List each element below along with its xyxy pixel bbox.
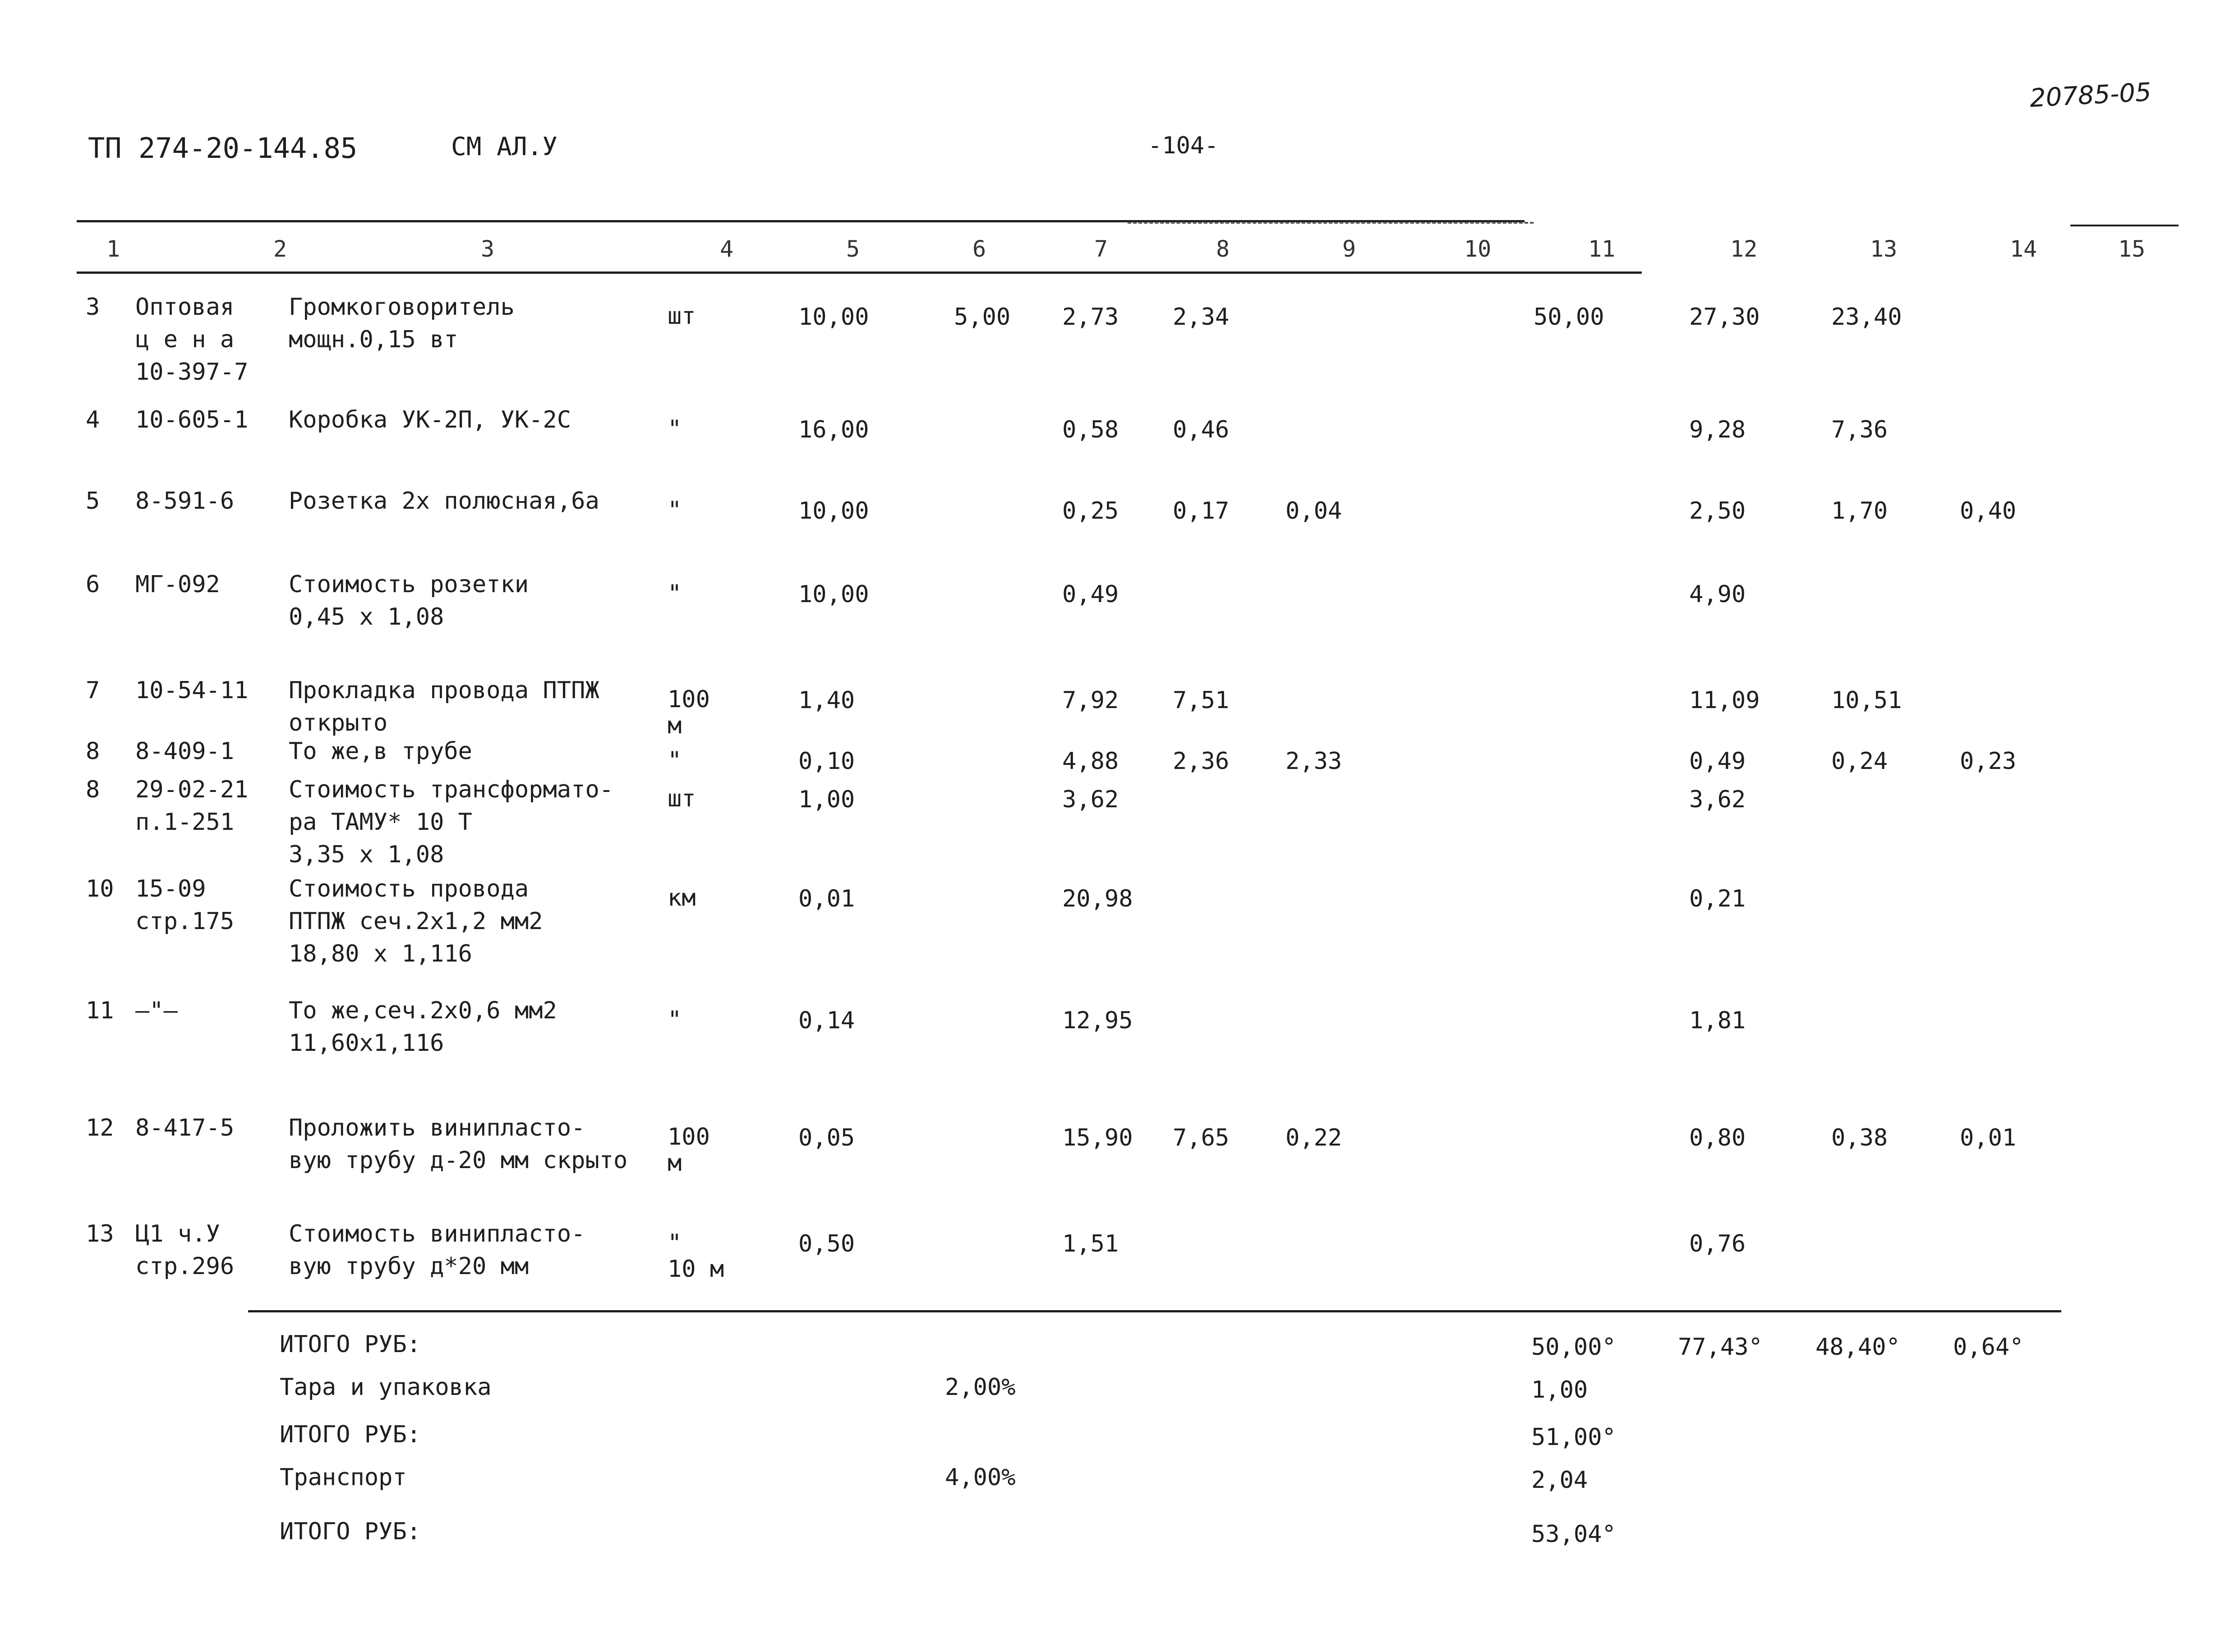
unit: шт xyxy=(668,303,696,330)
rate-code: 8-591-6 xyxy=(135,488,235,515)
cell-c12: 0,80 xyxy=(1689,1124,1746,1151)
total-c14: 0,64° xyxy=(1953,1334,2024,1361)
column-number: 15 xyxy=(2118,236,2146,262)
row-number: 8 xyxy=(86,738,100,765)
cell-c7: 0,49 xyxy=(1062,581,1119,608)
unit: 100 xyxy=(668,1123,710,1150)
item-name: То же,в трубе xyxy=(289,738,472,765)
total-label: ИТОГО РУБ: xyxy=(280,1331,421,1358)
total-label: ИТОГО РУБ: xyxy=(280,1421,421,1448)
cell-c12: 1,81 xyxy=(1689,1007,1746,1034)
cell-qty: 0,10 xyxy=(798,748,855,775)
rate-code: Ц1 ч.У xyxy=(135,1220,220,1247)
row-number: 10 xyxy=(86,875,114,902)
unit: " xyxy=(668,747,682,774)
cell-qty: 16,00 xyxy=(798,416,869,443)
item-name: ПТПЖ сеч.2х1,2 мм2 xyxy=(289,908,543,935)
column-number: 11 xyxy=(1588,236,1616,262)
unit: " xyxy=(668,580,682,607)
row-number: 11 xyxy=(86,997,114,1024)
rate-code: 10-605-1 xyxy=(135,406,249,433)
header-right-rule xyxy=(2070,225,2179,226)
rate-code: Оптовая xyxy=(135,294,235,321)
total-c11: 51,00° xyxy=(1531,1424,1616,1451)
cell-qty: 0,05 xyxy=(798,1124,855,1151)
item-name: Прокладка провода ПТПЖ xyxy=(289,677,599,704)
totals-rule xyxy=(248,1310,2061,1312)
item-name: вую трубу д*20 мм xyxy=(289,1253,529,1280)
cell-qty: 0,01 xyxy=(798,885,855,912)
cell-c8: 0,17 xyxy=(1173,497,1230,525)
cell-c14: 0,40 xyxy=(1960,497,2017,525)
cell-c8: 7,65 xyxy=(1173,1124,1230,1151)
cell-c12: 27,30 xyxy=(1689,304,1760,331)
rate-code: 8-409-1 xyxy=(135,738,235,765)
item-name: открыто xyxy=(289,709,388,736)
cell-c13: 23,40 xyxy=(1831,304,1902,331)
cell-c12: 0,21 xyxy=(1689,885,1746,912)
total-c13: 48,40° xyxy=(1815,1334,1900,1361)
column-number: 9 xyxy=(1342,236,1356,262)
cell-c9: 2,33 xyxy=(1285,748,1342,775)
cell-qty: 1,00 xyxy=(798,786,855,813)
rate-code: 29-02-21 xyxy=(135,776,249,803)
total-pct: 4,00% xyxy=(945,1464,1016,1491)
cell-c13: 7,36 xyxy=(1831,416,1888,443)
cell-c7: 4,88 xyxy=(1062,748,1119,775)
cell-c7: 1,51 xyxy=(1062,1230,1119,1257)
rate-code: 10-397-7 xyxy=(135,359,249,386)
row-number: 4 xyxy=(86,406,100,433)
cell-c12: 2,50 xyxy=(1689,497,1746,525)
cell-c12: 0,49 xyxy=(1689,748,1746,775)
unit: " xyxy=(668,415,682,442)
cell-c11: 50,00 xyxy=(1534,304,1604,331)
unit: м xyxy=(668,712,682,739)
header-bottom-rule xyxy=(77,271,1642,274)
item-name: 18,80 х 1,116 xyxy=(289,940,472,967)
archive-number: 20785-05 xyxy=(2029,77,2152,114)
unit: 100 xyxy=(668,686,710,713)
unit: " xyxy=(668,1229,682,1256)
cell-c14: 0,23 xyxy=(1960,748,2017,775)
row-number: 6 xyxy=(86,571,100,598)
cell-c14: 0,01 xyxy=(1960,1124,2017,1151)
cell-c7: 20,98 xyxy=(1062,885,1133,912)
cell-qty: 10,00 xyxy=(798,581,869,608)
rate-code: стр.175 xyxy=(135,908,235,935)
cell-c8: 2,36 xyxy=(1173,748,1230,775)
item-name: Проложить винипласто- xyxy=(289,1114,585,1141)
unit: " xyxy=(668,1006,682,1033)
item-name: Стоимость провода xyxy=(289,875,529,902)
row-number: 8 xyxy=(86,776,100,803)
cell-qty: 10,00 xyxy=(798,304,869,331)
column-number: 4 xyxy=(720,236,734,262)
total-c11: 53,04° xyxy=(1531,1521,1616,1548)
cell-c8: 0,46 xyxy=(1173,416,1230,443)
document-code: ТП 274-20-144.85 xyxy=(88,132,358,165)
cell-c9: 0,22 xyxy=(1285,1124,1342,1151)
cell-c8: 7,51 xyxy=(1173,687,1230,714)
page-number: -104- xyxy=(1148,132,1219,159)
item-name: вую трубу д-20 мм скрыто xyxy=(289,1147,628,1174)
cell-c7: 7,92 xyxy=(1062,687,1119,714)
total-label: Тара и упаковка xyxy=(280,1374,492,1401)
column-number: 3 xyxy=(481,236,495,262)
cell-c7: 2,73 xyxy=(1062,304,1119,331)
unit: км xyxy=(668,884,696,911)
row-number: 3 xyxy=(86,294,100,321)
cell-qty: 10,00 xyxy=(798,497,869,525)
total-c12: 77,43° xyxy=(1678,1334,1763,1361)
cell-c12: 4,90 xyxy=(1689,581,1746,608)
unit: 10 м xyxy=(668,1256,724,1283)
rate-code: МГ-092 xyxy=(135,571,220,598)
cell-c12: 11,09 xyxy=(1689,687,1760,714)
item-name: Стоимость винипласто- xyxy=(289,1220,585,1247)
cell-qty: 0,14 xyxy=(798,1007,855,1034)
cell-c12: 9,28 xyxy=(1689,416,1746,443)
cell-c7: 0,25 xyxy=(1062,497,1119,525)
item-name: 11,60х1,116 xyxy=(289,1030,444,1057)
column-number: 2 xyxy=(273,236,287,262)
column-number: 13 xyxy=(1870,236,1898,262)
column-number: 5 xyxy=(846,236,860,262)
rate-code: п.1-251 xyxy=(135,809,235,836)
total-label: Транспорт xyxy=(280,1464,407,1491)
column-number: 8 xyxy=(1216,236,1230,262)
cell-c13: 0,38 xyxy=(1831,1124,1888,1151)
header-dashed-rule xyxy=(1128,222,1534,224)
cell-c9: 0,04 xyxy=(1285,497,1342,525)
row-number: 5 xyxy=(86,488,100,515)
cell-c13: 1,70 xyxy=(1831,497,1888,525)
rate-code: —"— xyxy=(135,997,178,1024)
cell-c12: 3,62 xyxy=(1689,786,1746,813)
cell-c7: 3,62 xyxy=(1062,786,1119,813)
rate-code: 15-09 xyxy=(135,875,206,902)
item-name: Громкоговоритель xyxy=(289,294,515,321)
total-c11: 50,00° xyxy=(1531,1334,1616,1361)
item-name: ра ТАМУ* 10 Т xyxy=(289,809,472,836)
total-pct: 2,00% xyxy=(945,1374,1016,1401)
column-number: 14 xyxy=(2010,236,2037,262)
column-number: 6 xyxy=(972,236,986,262)
column-number: 7 xyxy=(1094,236,1108,262)
cell-c7: 15,90 xyxy=(1062,1124,1133,1151)
item-name: Розетка 2х полюсная,6а xyxy=(289,488,599,515)
total-c11: 2,04 xyxy=(1531,1467,1588,1494)
cell-c13: 10,51 xyxy=(1831,687,1902,714)
item-name: То же,сеч.2х0,6 мм2 xyxy=(289,997,557,1024)
unit: шт xyxy=(668,785,696,812)
rate-code: 10-54-11 xyxy=(135,677,249,704)
cell-c7: 12,95 xyxy=(1062,1007,1133,1034)
cell-c7: 0,58 xyxy=(1062,416,1119,443)
total-label: ИТОГО РУБ: xyxy=(280,1518,421,1545)
rate-code: стр.296 xyxy=(135,1253,235,1280)
rate-code: ц е н а xyxy=(135,326,235,353)
item-name: Стоимость трансформато- xyxy=(289,776,614,803)
column-number: 10 xyxy=(1464,236,1492,262)
item-name: Коробка УК-2П, УК-2С xyxy=(289,406,571,433)
item-name: 3,35 х 1,08 xyxy=(289,841,444,868)
unit: м xyxy=(668,1150,682,1177)
section-code: СМ АЛ.У xyxy=(451,132,558,161)
cell-qty: 1,40 xyxy=(798,687,855,714)
column-number: 12 xyxy=(1730,236,1758,262)
cell-qty: 0,50 xyxy=(798,1230,855,1257)
row-number: 13 xyxy=(86,1220,114,1247)
cell-c13: 0,24 xyxy=(1831,748,1888,775)
row-number: 12 xyxy=(86,1114,114,1141)
column-number: 1 xyxy=(106,236,120,262)
cell-c8: 2,34 xyxy=(1173,304,1230,331)
row-number: 7 xyxy=(86,677,100,704)
rate-code: 8-417-5 xyxy=(135,1114,235,1141)
item-name: 0,45 х 1,08 xyxy=(289,603,444,630)
total-c11: 1,00 xyxy=(1531,1376,1588,1404)
cell-c6: 5,00 xyxy=(954,304,1011,331)
item-name: Стоимость розетки xyxy=(289,571,529,598)
unit: " xyxy=(668,497,682,524)
item-name: мощн.0,15 вт xyxy=(289,326,458,353)
cell-c12: 0,76 xyxy=(1689,1230,1746,1257)
